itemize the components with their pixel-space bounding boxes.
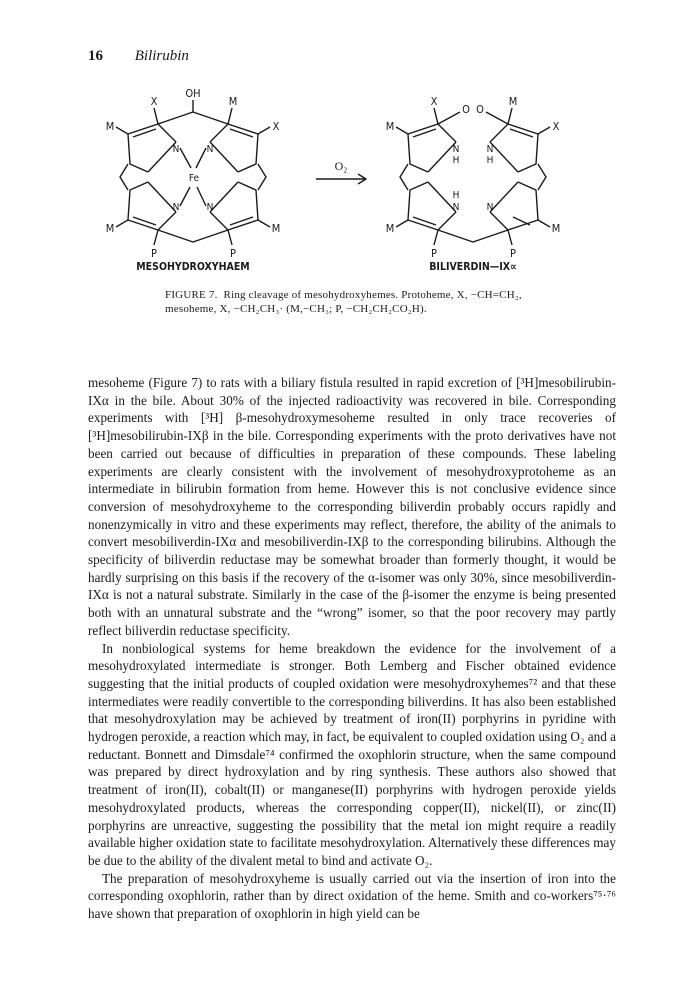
label-p: P — [510, 247, 516, 260]
figure-7 — [88, 82, 608, 272]
paragraph: In nonbiological systems for heme breakdown the evidence for the involvement of a mesohydroxylated intermediate is stronger. Both Lemberg and Fischer obtained evidence suggesting that the initial products of coupled oxidation were mesohydroxyhemes⁷² and that these intermediates were readily convertible to the corresponding biliverdins. It has also been established that mesohydroxylation may be achieved by treatment of iron(II) porphyrins in pyridine with hydrogen peroxide, a reaction which may, in fact, be equivalent to coupled oxidation using O₂ and a reductant. Bonnett and Dimsdale⁷⁴ confirmed the oxophlorin structure, when the same compound was prepared by direct hydroxylation and by ring synthesis. These authors also showed that treatment of iron(II), cobalt(II) or manganese(II) porphyrins with hydrogen peroxide yields mesohydroxylated products, whereas the corresponding copper(II), nickel(II), or zinc(II) porphyrins are unreactive, suggesting the possibility that the metal ion might require a readily available higher oxidation state to facilitate mesohydroxylation. Alternatively these differences may be due to the ability of the divalent metal to bind and activate O₂. — [88, 640, 616, 868]
paragraph: The preparation of mesohydroxyheme is usually carried out via the insertion of iron into the corresponding oxophlorin, rather than by direct oxidation of the heme. Smith and co-workers⁷⁵·⁷⁶ have shown that preparation of oxophlorin in high yield can be — [88, 870, 616, 922]
label-n: N — [486, 202, 494, 213]
label-m: M — [105, 222, 115, 235]
label-o: O — [462, 103, 470, 116]
label-m: M — [385, 222, 395, 235]
label-x: X — [150, 95, 158, 108]
label-n: N — [486, 144, 494, 155]
compound-name-mesohydroxyhaem: MESOHYDROXYHAEM — [136, 261, 250, 272]
label-p: P — [151, 247, 157, 260]
label-x: X — [552, 120, 560, 133]
label-n: N — [452, 202, 460, 213]
label-m: M — [271, 222, 281, 235]
caption-label: FIGURE 7. — [165, 289, 218, 301]
label-n: N — [206, 202, 214, 213]
biliverdin-structure — [396, 108, 550, 245]
label-n: N — [172, 202, 180, 213]
label-m: M — [228, 95, 238, 108]
label-m: M — [551, 222, 561, 235]
label-h: H — [486, 155, 494, 166]
body-text — [88, 374, 616, 923]
running-title: Bilirubin — [134, 48, 189, 64]
label-p: P — [230, 247, 236, 260]
compound-name-biliverdin: BILIVERDIN—IX∝ — [429, 261, 517, 272]
label-n: N — [206, 144, 214, 155]
label-h: H — [452, 155, 460, 166]
label-m: M — [105, 120, 115, 133]
caption-text: Ring cleavage of mesohydroxyhemes. Protoheme, X, −CH=CH₂, mesoheme, X, −CH₂CH₃· (M,−CH₃; P, −CH₂CH₂CO₂H). — [165, 289, 522, 315]
paragraph: mesoheme (Figure 7) to rats with a biliary fistula resulted in rapid excretion of [³H]mesobilirubin-IXα in the bile. About 30% of the injected radioactivity was recovered in bile. Corresponding experiments with [³H] β-mesohydroxymesoheme resulted in only trace recoveries of [³H]mesobilirubin-IXβ in the bile. Corresponding experiments with the proto derivatives have not been carried out because of difficulties in preparation of these compounds. These labeling experiments are clearly consistent with the involvement of mesohydroxyprotoheme as an intermediate in bilirubin formation from heme. However this is not conclusive evidence since conversion of mesohydroxyheme to the corresponding biliverdin probably occurs rapidly and nonenzymically in vitro and these experiments may reflect, therefore, the ability of the animals to convert mesobiliverdin-IXα and mesobiliverdin-IXβ to the corresponding bilirubins. Although the specificity of biliverdin reductase may be somewhat broader than formerly thought, it would be hardly surprising on this basis if the recovery of the α-isomer was only 30%, since mesobiliverdin-IXα is not a natural substrate. Similarly in the case of the β-isomer the enzyme is being presented both with an unnatural substrate and the “wrong” isomer, so that the poor recovery may partly reflect biliverdin reductase specificity. — [88, 375, 616, 638]
label-fe: Fe — [188, 173, 200, 184]
label-m: M — [508, 95, 518, 108]
page-number: 16 — [88, 48, 103, 64]
label-oh: OH — [185, 87, 201, 100]
label-n: N — [172, 144, 180, 155]
label-x: X — [272, 120, 280, 133]
reagent-o2: O₂ — [334, 159, 348, 173]
label-x: X — [430, 95, 438, 108]
label-h: H — [452, 190, 460, 201]
label-n: N — [452, 144, 460, 155]
figure-caption — [165, 288, 550, 316]
label-o: O — [476, 103, 484, 116]
label-p: P — [431, 247, 437, 260]
reaction-arrow — [316, 174, 366, 184]
running-header — [88, 48, 189, 65]
label-m: M — [385, 120, 395, 133]
reaction-scheme — [88, 82, 608, 272]
